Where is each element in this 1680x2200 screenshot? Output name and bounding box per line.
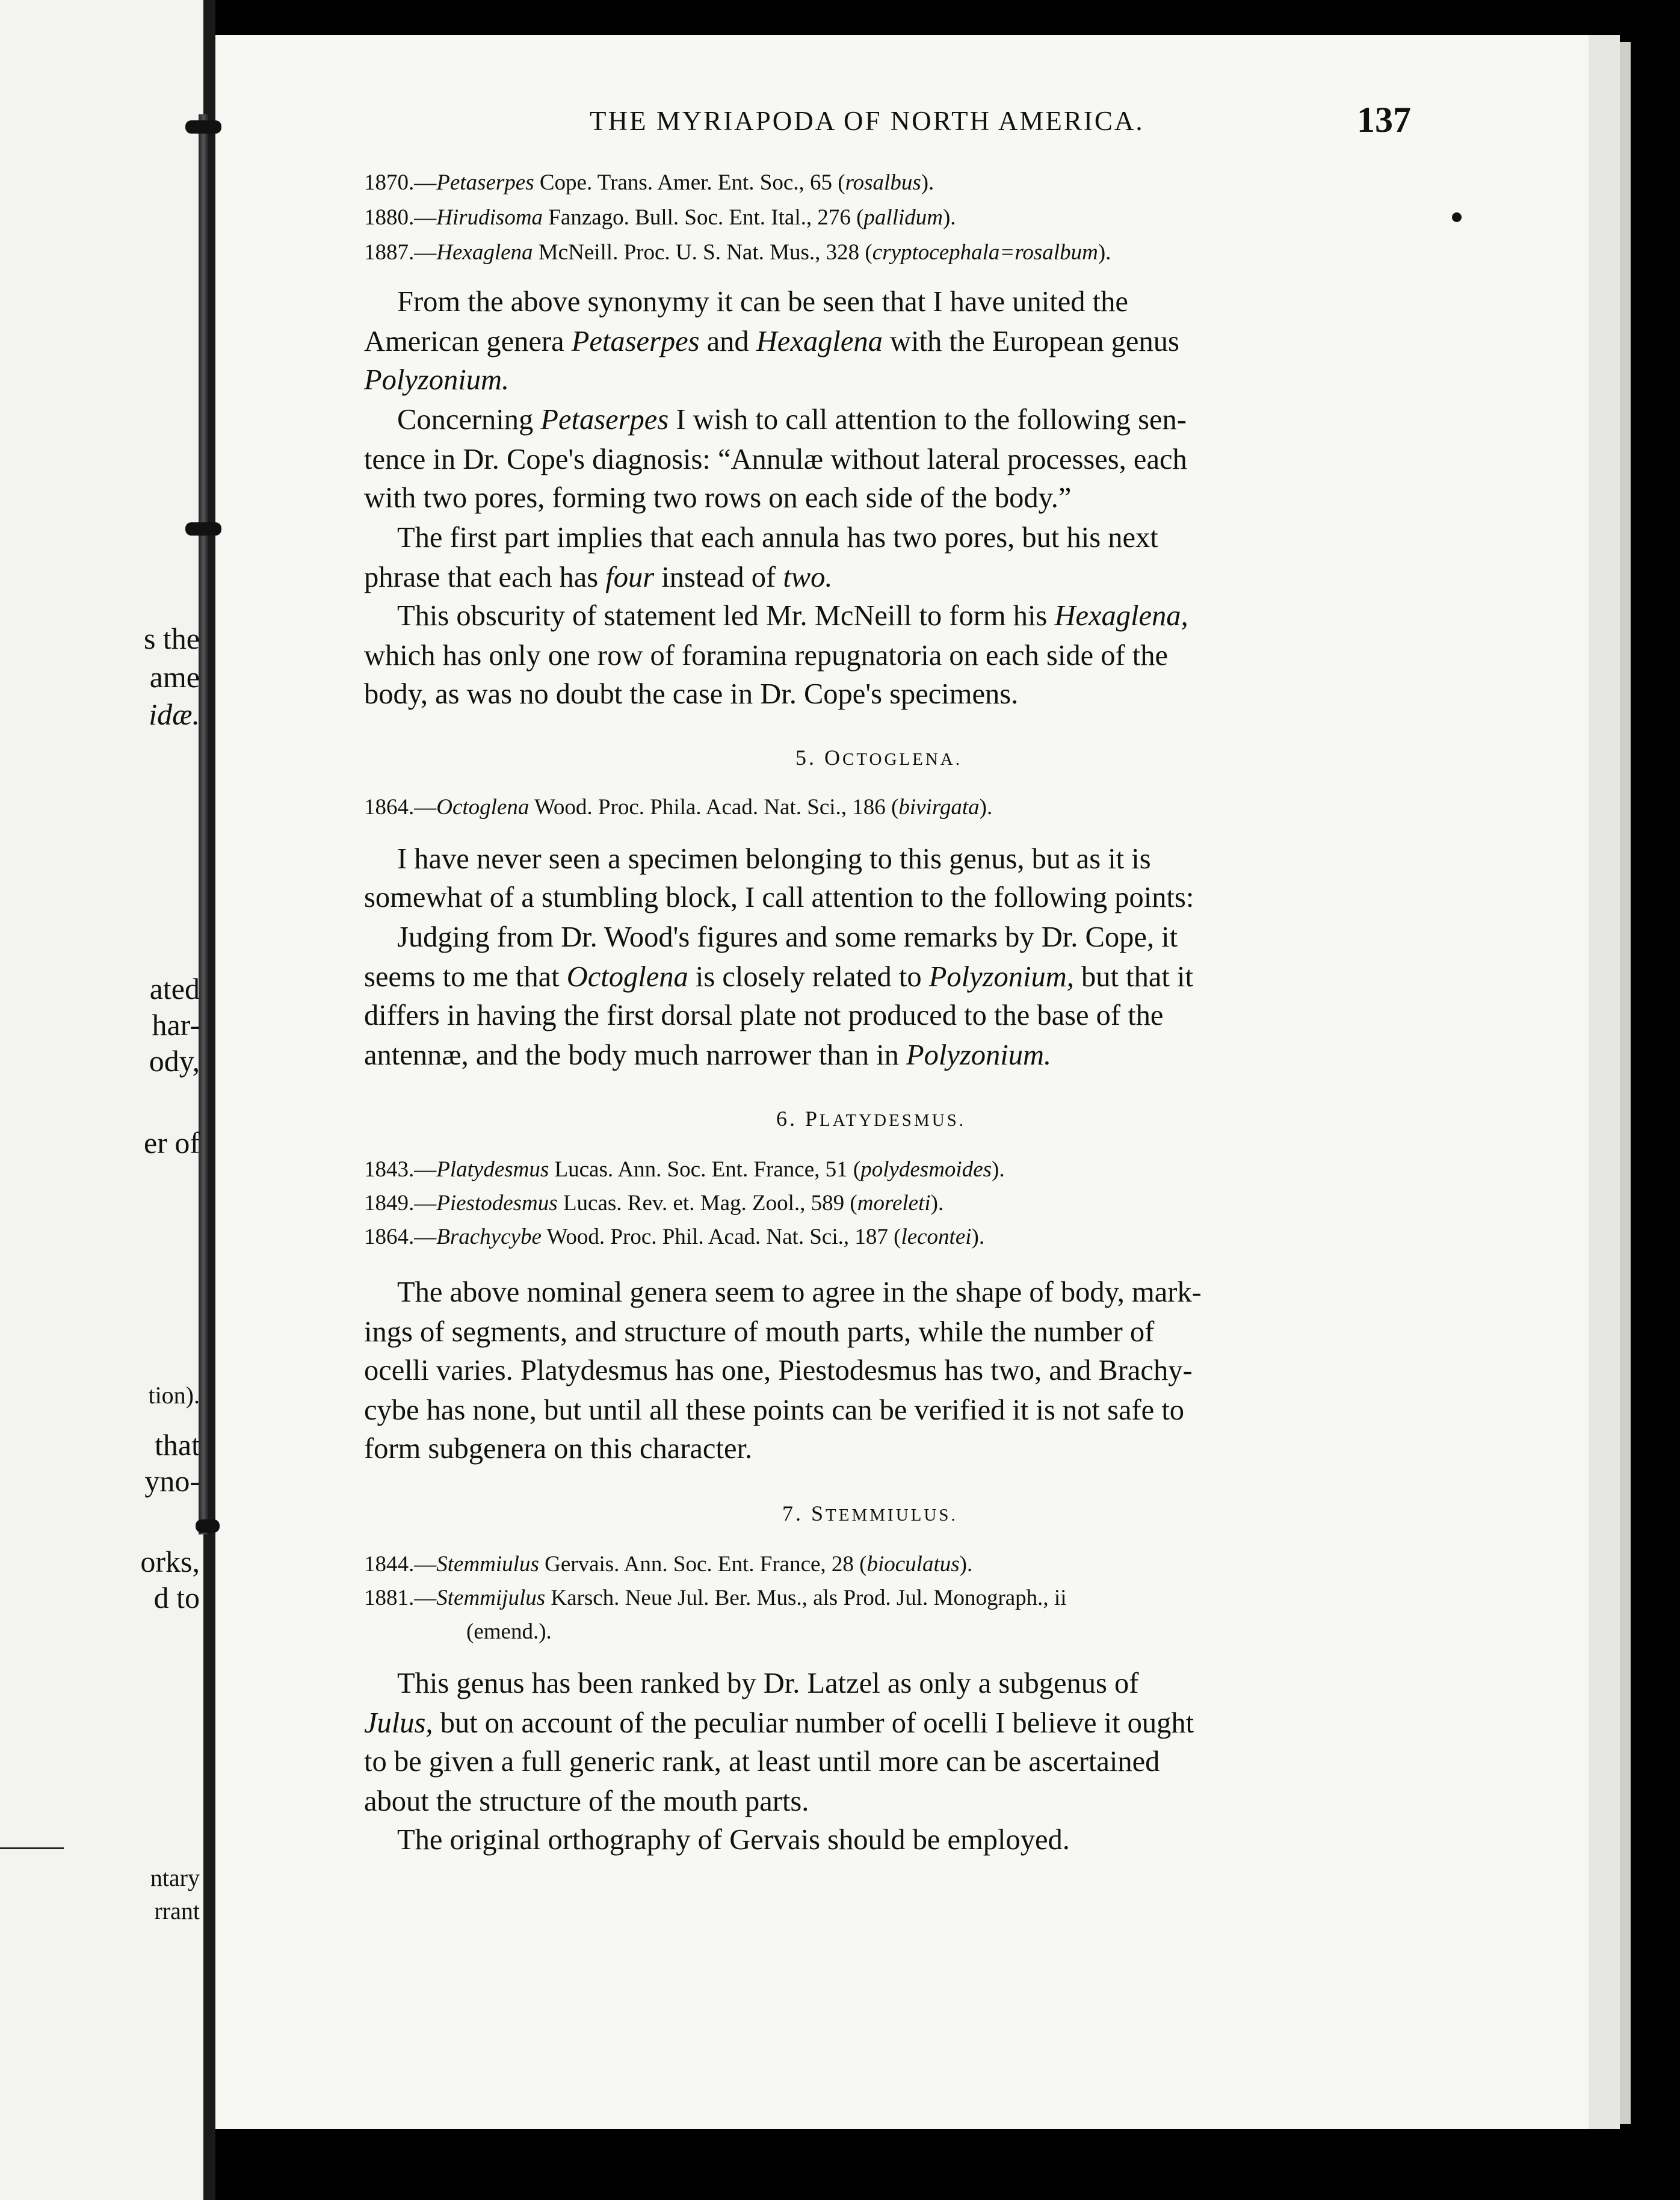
body-text-line: antennæ, and the body much narrower than in Polyzonium. xyxy=(364,1039,1052,1071)
footnote-rule xyxy=(0,1847,64,1849)
synonymy-entry: 1843.—Platydesmus Lucas. Ann. Soc. Ent. France, 51 (polydesmoides). xyxy=(364,1157,1005,1182)
body-text-line: seems to me that Octoglena is closely related to Polyzonium, but that it xyxy=(364,961,1193,993)
facing-page-text: har- xyxy=(152,1008,200,1042)
body-text-line: to be given a full generic rank, at least until more can be ascertained xyxy=(364,1746,1160,1778)
body-text-line: From the above synonymy it can be seen that I have united the xyxy=(397,286,1128,318)
facing-page-text: orks, xyxy=(140,1545,200,1578)
thread-knot xyxy=(185,522,221,536)
body-text-line: ings of segments, and structure of mouth parts, while the number of xyxy=(364,1316,1155,1348)
ink-speck xyxy=(1452,212,1462,222)
body-text-line: about the structure of the mouth parts. xyxy=(364,1785,809,1817)
facing-page-text: ody, xyxy=(149,1044,200,1078)
facing-page-text: yno- xyxy=(144,1464,200,1498)
page-edge xyxy=(1589,35,1620,2129)
section-heading: 6. PLATYDESMUS. xyxy=(776,1107,966,1131)
synonymy-entry: 1864.—Octoglena Wood. Proc. Phila. Acad. Nat. Sci., 186 (bivirgata). xyxy=(364,795,993,820)
section-heading: 7. STEMMIULUS. xyxy=(782,1501,958,1525)
facing-page-text: ated xyxy=(149,972,200,1006)
synonymy-entry-continuation: (emend.). xyxy=(466,1619,552,1644)
facing-page-text: s the xyxy=(143,622,200,655)
synonymy-entry: 1881.—Stemmijulus Karsch. Neue Jul. Ber. Mus., als Prod. Jul. Monograph., ii xyxy=(364,1586,1067,1610)
facing-page-text: that xyxy=(155,1428,200,1462)
synonymy-entry: 1870.—Petaserpes Cope. Trans. Amer. Ent. Soc., 65 (rosalbus). xyxy=(364,170,934,195)
body-text-line: The above nominal genera seem to agree in the shape of body, mark- xyxy=(397,1276,1202,1308)
body-text-line: The original orthography of Gervais should be employed. xyxy=(397,1824,1070,1856)
facing-page-text: idæ. xyxy=(149,697,200,731)
body-text-line: differs in having the first dorsal plate not produced to the base of the xyxy=(364,1000,1164,1031)
body-text-line: American genera Petaserpes and Hexaglena with the European genus xyxy=(364,326,1179,357)
body-text-line: The first part implies that each annula has two pores, but his next xyxy=(397,522,1158,554)
body-text-line: form subgenera on this character. xyxy=(364,1433,753,1465)
body-text-line: I have never seen a specimen belonging to this genus, but as it is xyxy=(397,843,1151,875)
body-text-line: Polyzonium. xyxy=(364,364,510,396)
thread-knot xyxy=(185,120,221,134)
page-edge-shadow xyxy=(1620,42,1631,2124)
facing-page-text: er of xyxy=(144,1126,200,1160)
synonymy-entry: 1880.—Hirudisoma Fanzago. Bull. Soc. Ent. Ital., 276 (pallidum). xyxy=(364,205,956,230)
facing-page-text: d to xyxy=(153,1581,200,1614)
synonymy-entry: 1887.—Hexaglena McNeill. Proc. U. S. Nat. Mus., 328 (cryptocephala=rosalbum). xyxy=(364,240,1111,265)
facing-page-text: ame xyxy=(149,660,200,694)
body-text-line: phrase that each has four instead of two. xyxy=(364,561,833,593)
thread-knot xyxy=(196,1519,220,1533)
body-text-line: This genus has been ranked by Dr. Latzel as only a subgenus of xyxy=(397,1667,1139,1699)
body-text-line: ocelli varies. Platydesmus has one, Piestodesmus has two, and Brachy- xyxy=(364,1355,1193,1386)
body-text-line: tence in Dr. Cope's diagnosis: “Annulæ without lateral processes, each xyxy=(364,443,1187,475)
body-text-line: with two pores, forming two rows on each side of the body.” xyxy=(364,482,1072,514)
body-text-line: which has only one row of foramina repugnatoria on each side of the xyxy=(364,640,1168,672)
body-text-line: body, as was no doubt the case in Dr. Cope's specimens. xyxy=(364,678,1019,710)
running-title: THE MYRIAPODA OF NORTH AMERICA. xyxy=(590,106,1144,136)
synonymy-entry: 1864.—Brachycybe Wood. Proc. Phil. Acad. Nat. Sci., 187 (lecontei). xyxy=(364,1225,985,1249)
body-text-line: Judging from Dr. Wood's figures and some remarks by Dr. Cope, it xyxy=(397,921,1178,953)
section-heading: 5. OCTOGLENA. xyxy=(795,746,962,770)
body-text-line: Concerning Petaserpes I wish to call attention to the following sen- xyxy=(397,404,1187,436)
binding-thread xyxy=(199,114,208,1534)
synonymy-entry: 1849.—Piestodesmus Lucas. Rev. et. Mag. Zool., 589 (moreleti). xyxy=(364,1191,944,1216)
body-text-line: This obscurity of statement led Mr. McNeill to form his Hexaglena, xyxy=(397,600,1188,632)
body-text-line: Julus, but on account of the peculiar number of ocelli I believe it ought xyxy=(364,1707,1194,1739)
synonymy-entry: 1844.—Stemmiulus Gervais. Ann. Soc. Ent. France, 28 (bioculatus). xyxy=(364,1552,973,1577)
facing-page-footnote: rrant xyxy=(154,1897,200,1924)
facing-page-text: tion). xyxy=(148,1382,200,1409)
body-text-line: somewhat of a stumbling block, I call attention to the following points: xyxy=(364,882,1194,913)
page-number: 137 xyxy=(1357,100,1411,140)
body-text-line: cybe has none, but until all these points can be verified it is not safe to xyxy=(364,1394,1185,1426)
facing-page-footnote: ntary xyxy=(150,1864,200,1891)
